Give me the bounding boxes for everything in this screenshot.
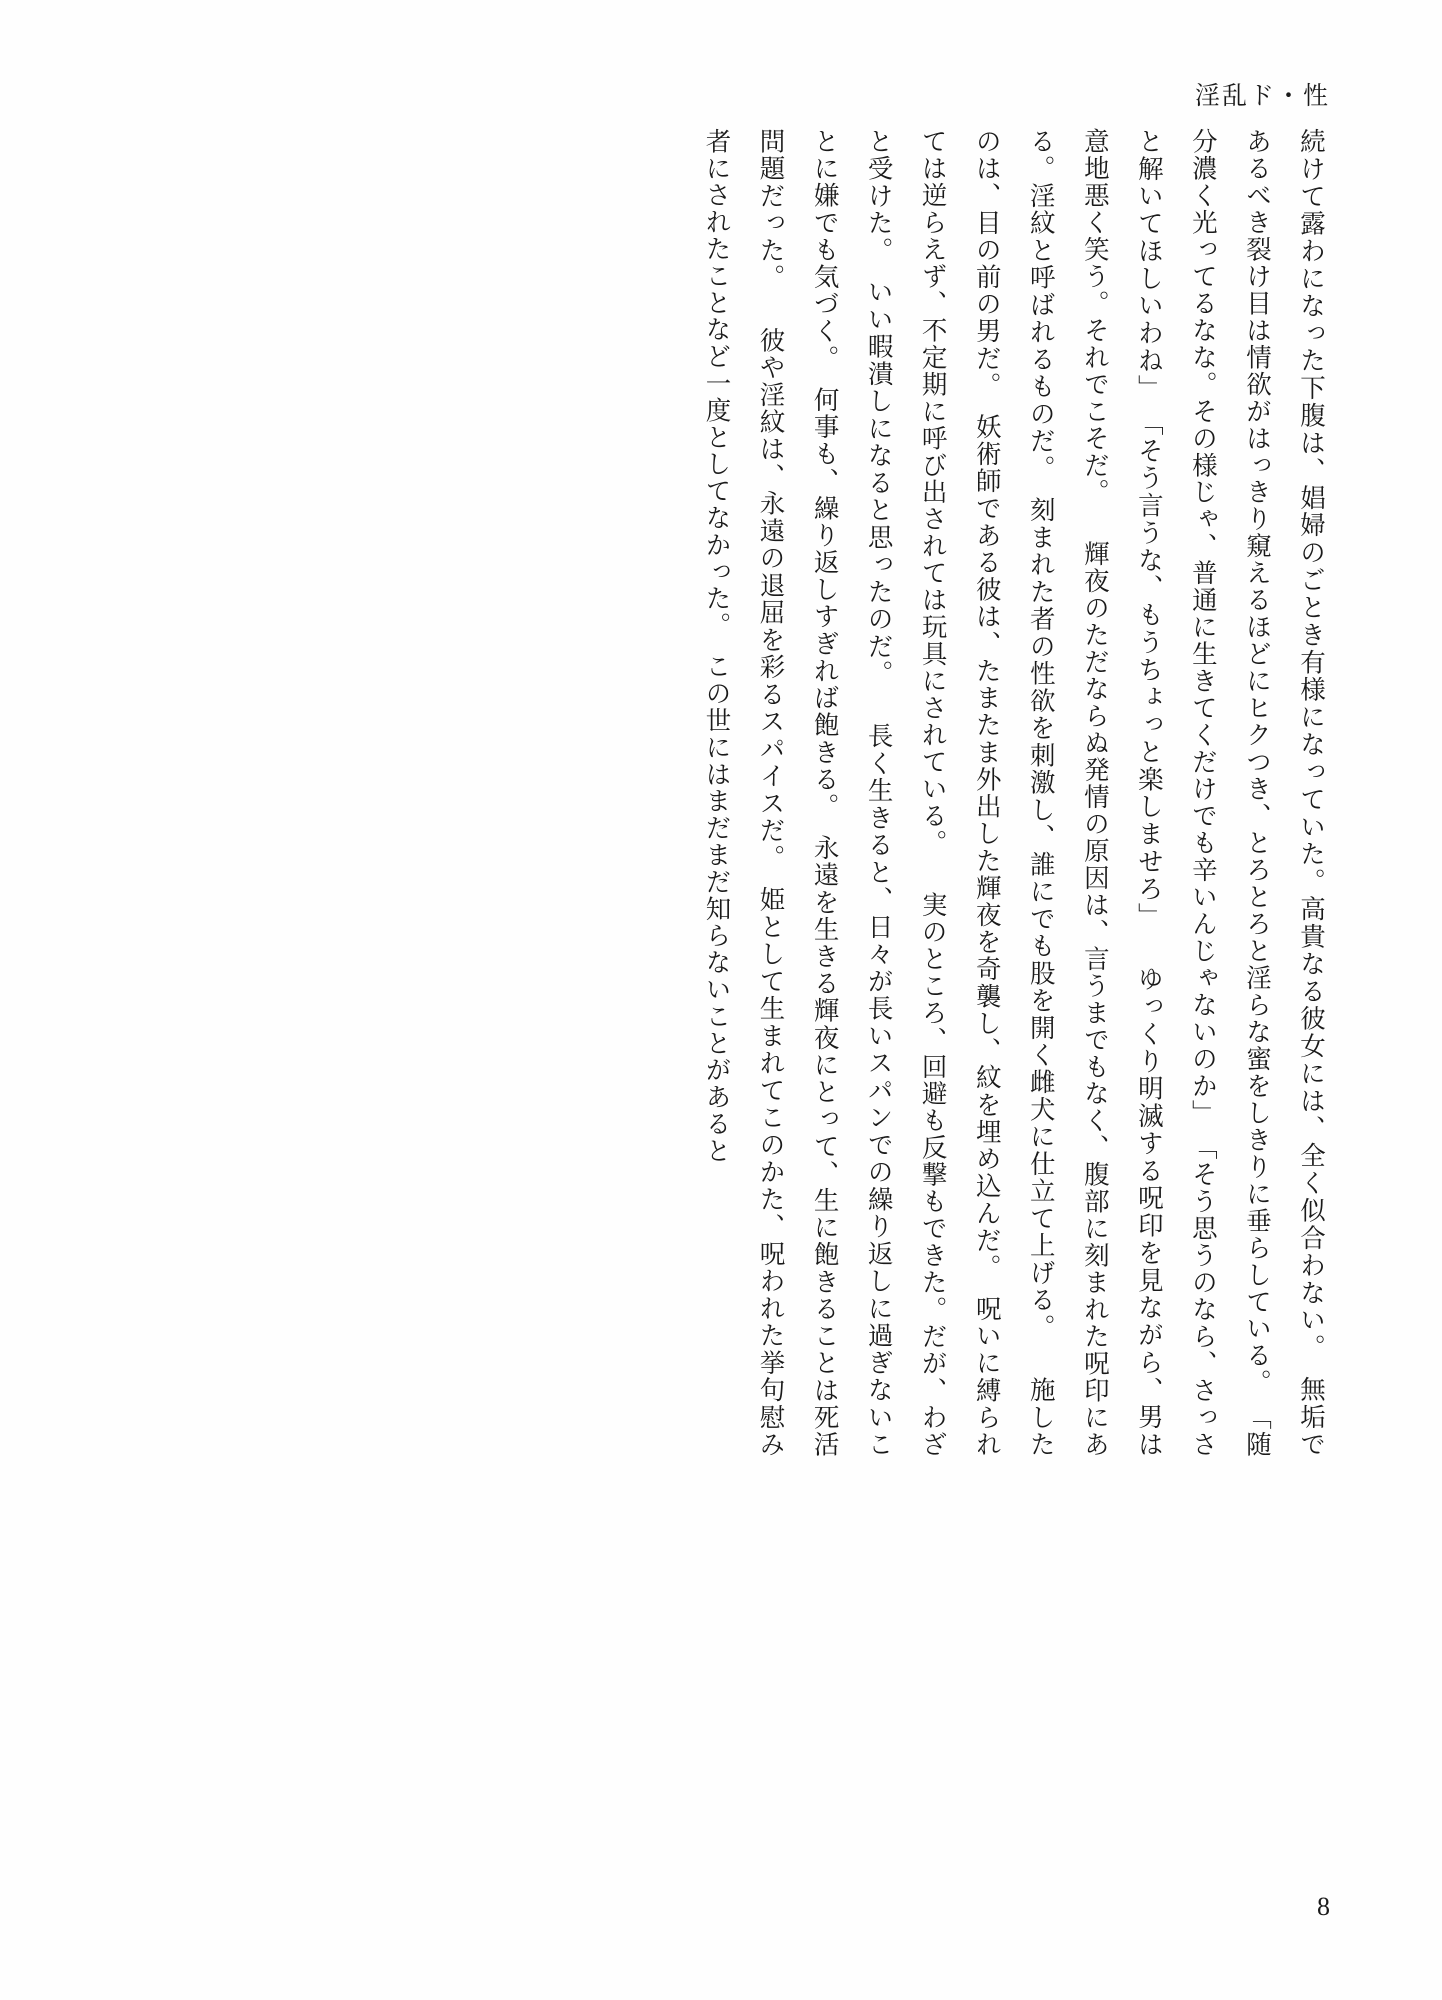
page-body-text: 続けて露わになった下腹は、娼婦のごとき有様になっていた。高貴なる彼女には、全く似合わない。 無垢であるべき裂け目は情欲がはっきり窺えるほどにヒクつき、とろとろと淫らな蜜をしきりに垂らしている。 「随分濃く光ってるなな。その様じゃ、普通に生きてくだけでも辛いんじゃないのか」 「そう思うのなら、さっさと解いてほしいわね」 「そう言うな、もうちょっと楽しませろ」 ゆっくり明滅する呪印を見ながら、男は意地悪く笑う。それでこそだ。 輝夜のただならぬ発情の原因は、言うまでもなく、腹部に刻まれた呪印にある。淫紋と呼ばれるものだ。 刻まれた者の性欲を刺激し、誰にでも股を開く雌犬に仕立て上げる。 施したのは、目の前の男だ。 妖術師である彼は、たまたま外出した輝夜を奇襲し、紋を埋め込んだ。 呪いに縛られては逆らえず、不定期に呼び出されては玩具にされている。 実のところ、回避も反撃もできた。だが、わざと受けた。 いい暇潰しになると思ったのだ。 長く生きると、日々が長いスパンでの繰り返しに過ぎないことに嫌でも気づく。 何事も、繰り返しすぎれば飽きる。 永遠を生きる輝夜にとって、生に飽きることは死活問題だった。 彼や淫紋は、永遠の退屈を彩るスパイスだ。 姫として生まれてこのかた、呪われた挙句慰み者にされたことなど一度としてなかった。 この世にはまだまだ知らないことがあると [702,128,1326,1458]
page-number: 8 [1317,1892,1330,1921]
running-head: 淫乱ド・性 [1194,83,1330,110]
